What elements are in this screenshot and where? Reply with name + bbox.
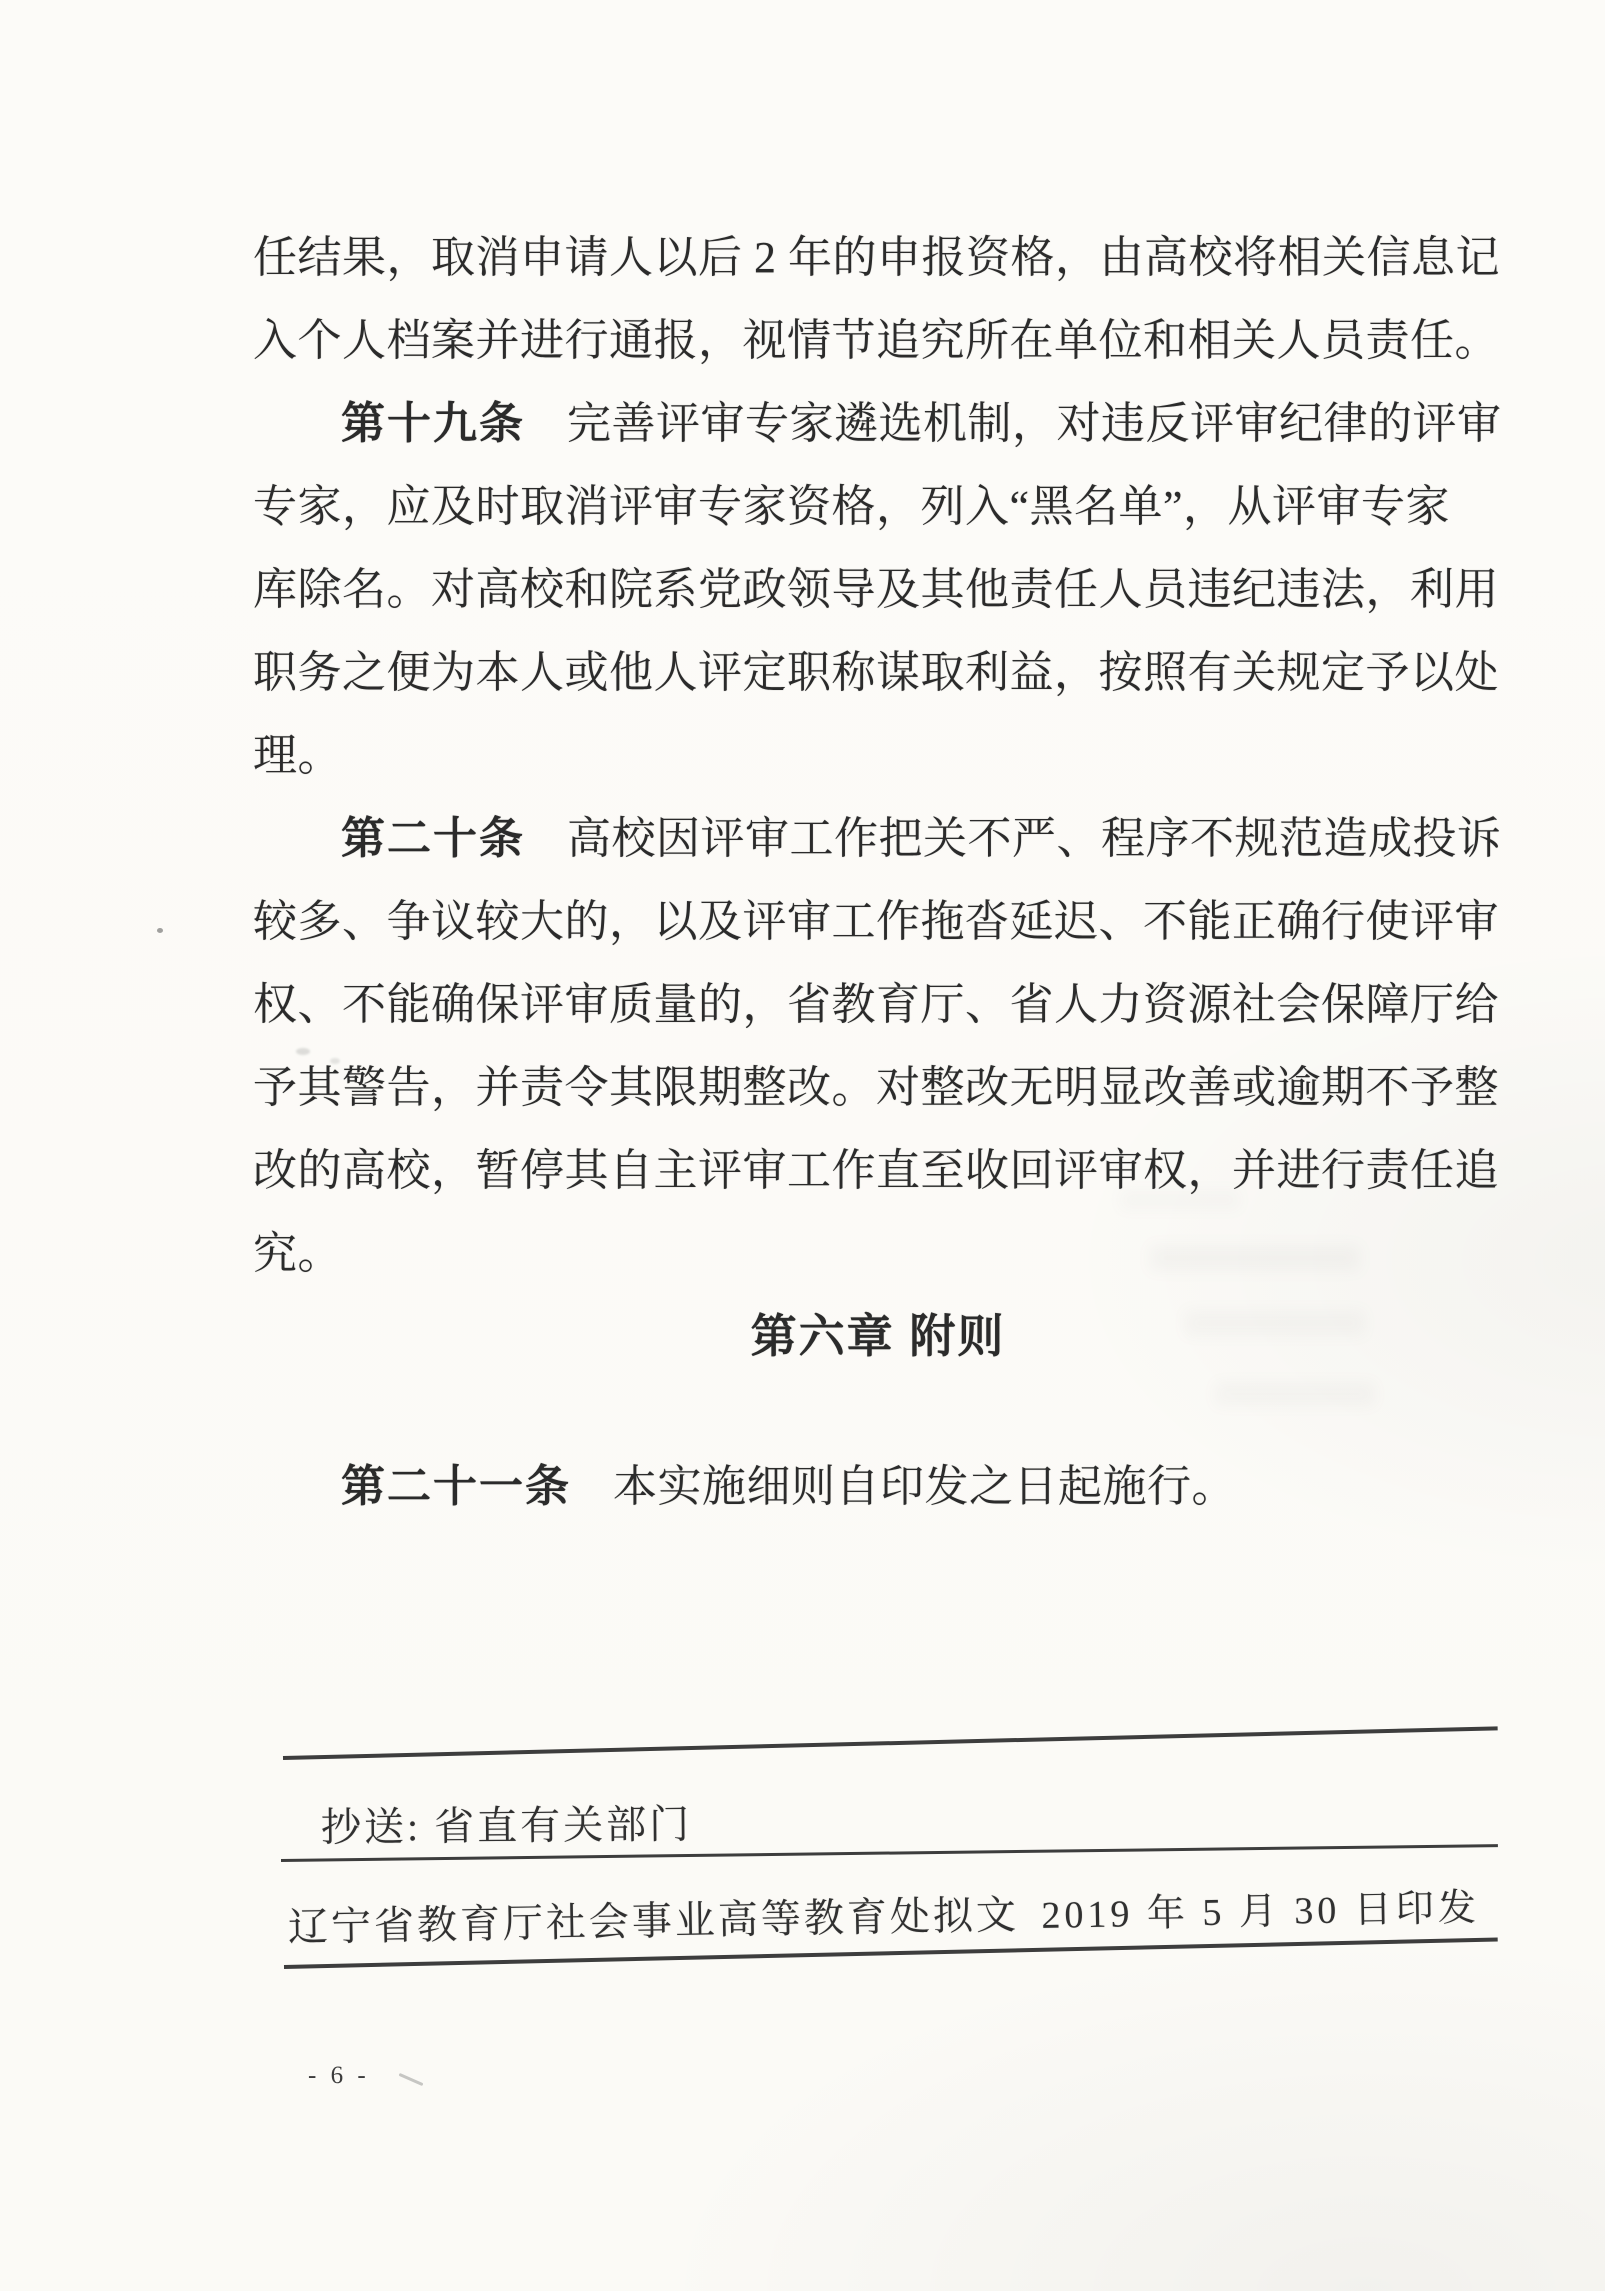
body-line: [253, 880, 1503, 963]
body-line: [253, 963, 1503, 1046]
copy-to-line: 抄送: 省直有关部门: [320, 1801, 693, 1850]
scan-speck: [330, 1058, 340, 1064]
body-line: [253, 714, 1503, 797]
body-line-text: 库除名。对高校和院系党政领导及其他责任人员违纪违法，利用: [253, 565, 1499, 614]
scan-bleedthrough: [1185, 1310, 1365, 1336]
footer-divider-top: [283, 1726, 1498, 1760]
body-line-text: 究。: [253, 1229, 342, 1278]
body-line: [253, 797, 1503, 880]
scan-speck: [296, 1048, 310, 1055]
body-line: [253, 1046, 1503, 1129]
body-line-text: 较多、争议较大的，以及评审工作拖沓延迟、不能正确行使评审: [253, 897, 1499, 946]
scan-speck: [399, 2073, 424, 2086]
body-line-text: 完善评审专家遴选机制，对违反评审纪律的评审: [567, 399, 1502, 448]
body-line-text: 本实施细则自印发之日起施行。: [613, 1462, 1236, 1511]
scan-bleedthrough: [1120, 1190, 1240, 1210]
body-line: [253, 382, 1503, 465]
article-number: 第二十条: [341, 814, 525, 863]
page-number: - 6 -: [308, 2062, 370, 2089]
body-line: [253, 1445, 1503, 1528]
body-line-text: 理。: [253, 731, 342, 780]
article-number: 第二十一条: [341, 1462, 571, 1511]
body-line: [253, 216, 1503, 299]
body-line: [253, 1129, 1503, 1212]
body-line-text: 改的高校，暂停其自主评审工作直至收回评审权，并进行责任追: [253, 1146, 1499, 1195]
body-line-text: 任结果，取消申请人以后 2 年的申报资格，由高校将相关信息记: [253, 233, 1500, 282]
body-line-text: 入个人档案并进行通报，视情节追究所在单位和相关人员责任。: [253, 316, 1499, 365]
body-line: [253, 631, 1503, 714]
scan-bleedthrough: [1215, 1382, 1375, 1406]
body-line: [253, 465, 1503, 548]
chapter-heading: 第六章 附则: [750, 1310, 1006, 1362]
body-line: [253, 299, 1503, 382]
issuing-office: 辽宁省教育厅社会事业高等教育处拟文: [287, 1892, 1020, 1950]
scan-bleedthrough: [1150, 1245, 1360, 1271]
body-line-text: 予其警告，并责令其限期整改。对整改无明显改善或逾期不予整: [253, 1063, 1499, 1112]
article-number: 第十九条: [341, 399, 525, 448]
body-line-text: 专家，应及时取消评审专家资格，列入“黑名单”，从评审专家: [253, 482, 1451, 531]
body-line: [253, 548, 1503, 631]
body-line-text: 权、不能确保评审质量的，省教育厅、省人力资源社会保障厅给: [253, 980, 1499, 1029]
scan-speck: [157, 928, 163, 933]
print-date: 2019 年 5 月 30 日印发: [1041, 1887, 1481, 1937]
body-line-text: 高校因评审工作把关不严、程序不规范造成投诉: [567, 814, 1502, 863]
body-line-text: 职务之便为本人或他人评定职称谋取利益，按照有关规定予以处: [253, 648, 1499, 697]
